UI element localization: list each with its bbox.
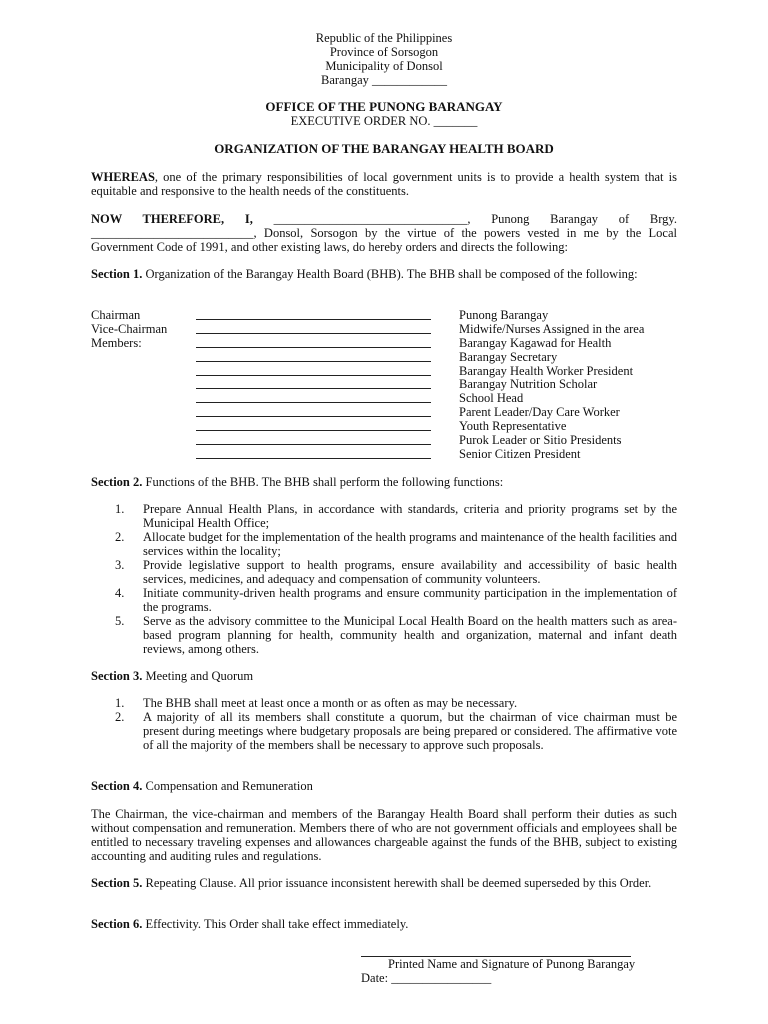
name-blank-line [196, 388, 431, 389]
list-text: Allocate budget for the implementation of the health programs and maintenance of the health facilities and services within the locality; [143, 530, 677, 558]
section-3-lead: Section 3. [91, 669, 143, 683]
now-therefore-text: _______________________________, Punong Barangay of Brgy. __________________________, Donsol, Sorsogon by the virtue of the powers vested in me by the Local Government Code of 1991, and other existing laws, do hereby orders and directs the following: [91, 212, 677, 254]
name-blank-line [196, 430, 431, 431]
list-text: The BHB shall meet at least once a month or as often as may be necessary. [143, 696, 518, 710]
roster-role: Barangay Secretary [459, 349, 558, 364]
executive-order-number: EXECUTIVE ORDER NO. _______ [290, 114, 478, 128]
roster-role: Barangay Health Worker President [459, 363, 634, 378]
section-6-lead: Section 6. [91, 917, 143, 931]
list-item [115, 530, 677, 558]
roster-role: School Head [459, 391, 524, 406]
name-blank-line [196, 402, 431, 403]
name-blank-line [196, 319, 431, 320]
section-4-lead: Section 4. [91, 779, 143, 793]
section-2-lead: Section 2. [91, 475, 143, 489]
list-text: A majority of all its members shall constitute a quorum, but the chairman of vice chairman must be present during meetings where budgetary proposals are being prepared or considered. The affirmative vote of all the majority of the members shall be necessary to approve such proposals. [143, 710, 677, 752]
name-blank-line [196, 347, 431, 348]
list-text: Initiate community-driven health programs and ensure community participation in the implementation of the programs. [143, 586, 677, 614]
section-2 [91, 475, 677, 489]
section-4-text: Compensation and Remuneration [142, 779, 313, 793]
whereas-text: , one of the primary responsibilities of local government units is to provide a health system that is equitable and responsive to the health needs of the constituents. [91, 170, 677, 198]
municipality-line: Municipality of Donsol [325, 59, 443, 73]
section-3 [91, 669, 677, 683]
section-5-lead: Section 5. [91, 876, 143, 890]
now-therefore-lead: NOW THEREFORE, I, [91, 212, 253, 226]
section-5 [91, 876, 677, 890]
list-number: 1. [115, 696, 125, 710]
province-line: Province of Sorsogon [329, 45, 439, 59]
name-blank-line [196, 416, 431, 417]
roster-role: Purok Leader or Sitio Presidents [459, 433, 622, 448]
list-item [115, 586, 677, 614]
roster-role: Senior Citizen President [459, 446, 581, 461]
name-blank-line [196, 444, 431, 445]
roster-row [91, 322, 691, 336]
section-5-text: Repeating Clause. All prior issuance inconsistent herewith shall be deemed superseded by this Order. [142, 876, 652, 890]
roster-row [91, 350, 691, 364]
whereas-clause [91, 170, 677, 198]
roster-role: Barangay Kagawad for Health [459, 335, 612, 350]
name-blank-line [196, 375, 431, 376]
republic-line: Republic of the Philippines [315, 31, 453, 45]
board-roster [91, 308, 691, 461]
section-6-text: Effectivity. This Order shall take effect immediately. [142, 917, 409, 931]
section-3-text: Meeting and Quorum [142, 669, 254, 683]
list-text: Prepare Annual Health Plans, in accordance with standards, criteria and priority programs set by the Municipal Health Office; [143, 502, 677, 530]
list-number: 2. [115, 530, 125, 544]
list-text: Serve as the advisory committee to the Municipal Local Health Board on the health matters such as area-based program planning for health, community health and organization, maternal and infant death reviews, among others. [143, 614, 677, 656]
roster-row [91, 447, 691, 461]
name-blank-line [196, 458, 431, 459]
roster-role: Barangay Nutrition Scholar [459, 377, 598, 392]
roster-row [91, 433, 691, 447]
list-item [115, 710, 677, 752]
roster-label: Vice-Chairman [91, 321, 168, 336]
roster-row [91, 308, 691, 322]
list-text: Provide legislative support to health programs, ensure availability and accessibility of basic health services, medicines, and adequacy and compensation of community volunteers. [143, 558, 677, 586]
section-4 [91, 779, 677, 793]
office-block [0, 100, 768, 128]
roster-row [91, 419, 691, 433]
letterhead [0, 31, 768, 87]
whereas-lead: WHEREAS [91, 170, 155, 184]
roster-row [91, 336, 691, 350]
roster-row [91, 391, 691, 405]
section-2-text: Functions of the BHB. The BHB shall perform the following functions: [142, 475, 504, 489]
list-number: 5. [115, 614, 125, 628]
roster-role: Midwife/Nurses Assigned in the area [459, 321, 645, 336]
list-item [115, 558, 677, 586]
list-number: 2. [115, 710, 125, 724]
list-item [115, 614, 677, 656]
section-4-body: The Chairman, the vice-chairman and members of the Barangay Health Board shall perform their duties as such without compensation and remuneration. Members there of who are not government officials and employees shall be entitled to necessary traveling expenses and allowances chargeable against the funds of the BHB, subject to existing accounting and auditing rules and regulations. [91, 807, 677, 863]
name-blank-line [196, 333, 431, 334]
roster-label: Members: [91, 335, 142, 350]
functions-list [115, 502, 677, 656]
roster-role: Youth Representative [459, 419, 567, 434]
section-1-text: Organization of the Barangay Health Board (BHB). The BHB shall be composed of the following: [142, 267, 638, 281]
section-6 [91, 917, 677, 931]
roster-row [91, 364, 691, 378]
roster-role: Punong Barangay [459, 308, 549, 322]
list-item [115, 696, 677, 710]
section-1-lead: Section 1. [91, 267, 143, 281]
list-number: 3. [115, 558, 125, 572]
meeting-list [115, 696, 677, 752]
date-line: Date: ________________ [361, 971, 492, 985]
signature-label: Printed Name and Signature of Punong Barangay [388, 957, 636, 971]
list-item [115, 502, 677, 530]
office-title: OFFICE OF THE PUNONG BARANGAY [265, 99, 503, 114]
roster-label: Chairman [91, 308, 141, 322]
name-blank-line [196, 361, 431, 362]
now-therefore-clause [91, 212, 677, 254]
roster-role: Parent Leader/Day Care Worker [459, 405, 620, 420]
section-1 [91, 267, 677, 281]
barangay-line: Barangay ____________ [320, 73, 448, 87]
roster-row [91, 377, 691, 391]
list-number: 4. [115, 586, 125, 600]
signature-block [361, 956, 661, 985]
document-title: ORGANIZATION OF THE BARANGAY HEALTH BOARD [214, 141, 554, 156]
roster-row [91, 405, 691, 419]
list-number: 1. [115, 502, 125, 516]
